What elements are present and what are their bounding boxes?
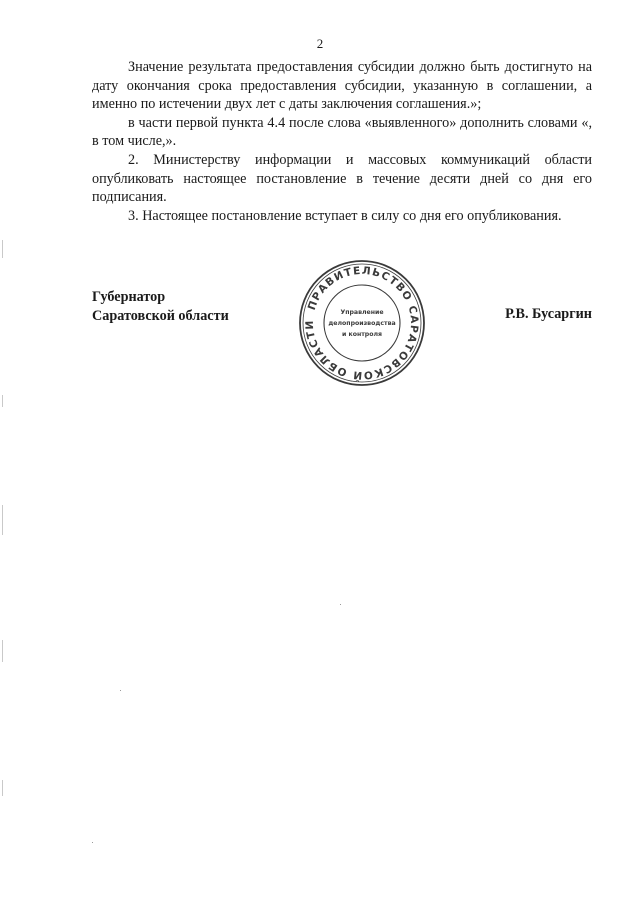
seal-graphic: [297, 258, 427, 388]
seal-center-line-1: Управление: [340, 309, 384, 316]
paragraph-amendment-4-4: в части первой пункта 4.4 после слова «выявленного» дополнить словами «, в том числе,».: [92, 114, 592, 150]
scan-margin-mark: [2, 240, 3, 258]
seal-center-line-2: делопроизводства: [328, 320, 396, 327]
scan-speck: [120, 690, 121, 691]
signatory-position: [92, 288, 229, 325]
scan-margin-mark: [2, 640, 3, 662]
scan-speck: [340, 604, 341, 605]
seal-ring-text: ПРАВИТЕЛЬСТВО САРАТОВСКОЙ ОБЛАСТИ: [303, 264, 421, 382]
signatory-title: Губернатор: [92, 289, 166, 305]
seal-center-line-3: и контроля: [342, 331, 382, 338]
paragraph-effective-date: 3. Настоящее постановление вступает в силу со дня его опубликования.: [128, 207, 562, 224]
paragraph-publication-order: 2. Министерству информации и массовых коммуникаций области опубликовать настоящее постановление в течение десяти дней со дня его подписания.: [92, 151, 592, 206]
signatory-region: Саратовской области: [92, 307, 229, 324]
scan-speck: [92, 842, 93, 843]
document-body: [92, 58, 592, 225]
official-seal: [297, 258, 427, 388]
page-number: 2: [316, 36, 324, 51]
scan-margin-mark: [2, 505, 3, 535]
paragraph-subsidy-result: Значение результата предоставления субсидии должно быть достигнуто на дату окончания срока предоставления субсидии, указанную в соглашении, а именно по истечении двух лет с даты заключения соглашения.»;: [92, 59, 592, 113]
scan-margin-mark: [2, 395, 3, 407]
scan-margin-mark: [2, 780, 3, 796]
signatory-name: Р.В. Бусаргин: [505, 306, 592, 322]
